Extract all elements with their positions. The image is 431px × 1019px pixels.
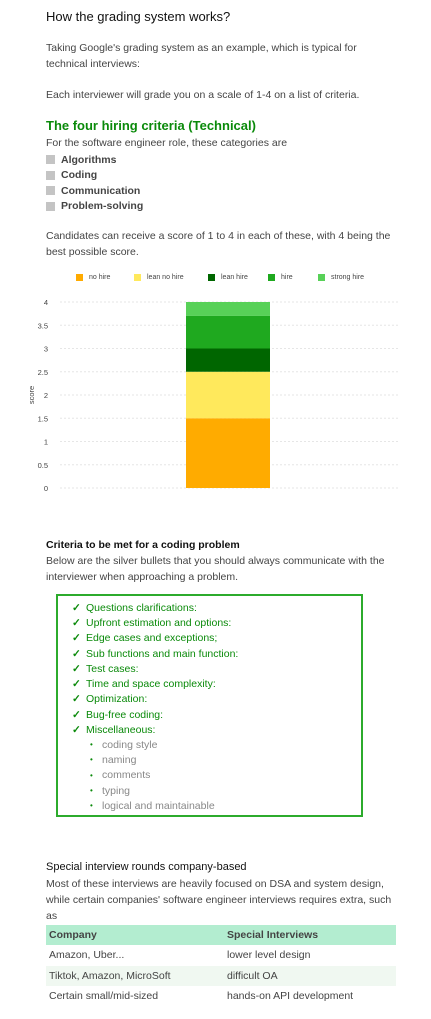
square-bullet-icon: [46, 171, 55, 180]
table-header-row: [46, 925, 396, 945]
checkmark-icon: ✓: [72, 601, 81, 614]
y-axis-label: score: [27, 385, 36, 405]
bullet-dot-icon: •: [90, 801, 93, 811]
misc-item-label: comments: [102, 769, 151, 782]
legend-swatch: [318, 274, 325, 281]
misc-item-label: logical and maintainable: [102, 799, 215, 812]
y-tick-label: 3.5: [37, 321, 48, 331]
criteria-check-item: [72, 646, 238, 661]
checkmark-icon: ✓: [72, 632, 81, 645]
legend-item: strong hire: [318, 274, 364, 281]
criteria-check-label: Upfront estimation and options:: [86, 616, 232, 629]
legend-swatch: [134, 274, 141, 281]
criteria-check-label: Time and space complexity:: [86, 678, 216, 691]
coding-title: Criteria to be met for a coding problem: [46, 539, 240, 551]
table-cell: lower level design: [227, 949, 311, 962]
legend-item: no hire: [76, 274, 134, 281]
y-tick-label: 2: [43, 391, 48, 400]
criteria-check-label: Sub functions and main function:: [86, 647, 239, 660]
coding-criteria-list: [72, 600, 238, 738]
square-bullet-icon: [46, 202, 55, 211]
criteria-check-label: Test cases:: [86, 662, 139, 675]
criteria-item: Algorithms: [46, 152, 143, 168]
checkmark-icon: ✓: [72, 647, 81, 660]
criteria-check-item: [72, 692, 238, 707]
y-tick-label: 2.5: [37, 367, 48, 377]
legend-item: lean no hire: [134, 274, 208, 281]
chart-legend: [76, 274, 364, 281]
misc-item: [90, 783, 215, 798]
special-title: Special interview rounds company-based: [46, 861, 247, 873]
square-bullet-icon: [46, 186, 55, 195]
bullet-dot-icon: •: [90, 740, 93, 750]
checkmark-icon: ✓: [72, 678, 81, 691]
score-chart: [0, 292, 431, 502]
criteria-check-item: [72, 661, 238, 676]
table-cell: Tiktok, Amazon, MicroSoft: [46, 966, 224, 987]
bullet-dot-icon: •: [90, 770, 93, 780]
table-cell: difficult OA: [224, 966, 396, 987]
checkmark-icon: ✓: [72, 708, 81, 721]
misc-item-label: typing: [102, 784, 131, 797]
legend-item: lean hire: [208, 274, 268, 281]
table-row: [46, 945, 396, 966]
intro-paragraph: Taking Google's grading system as an example, which is typical for technical interviews:: [46, 42, 357, 70]
square-bullet-icon: [46, 155, 55, 164]
criteria-check-item: [72, 600, 238, 615]
criteria-check-label: Optimization:: [86, 693, 148, 706]
table-cell: Certain small/mid-sized: [49, 990, 159, 1003]
criteria-item: Coding: [46, 168, 143, 184]
bar-segment: [186, 349, 270, 372]
y-tick-label: 3: [43, 344, 48, 354]
criteria-check-label: Questions clarifications:: [86, 601, 197, 614]
y-tick-label: 0.5: [37, 460, 48, 470]
misc-item-label: coding style: [102, 738, 158, 751]
special-table: [46, 925, 396, 1007]
misc-item: [90, 798, 215, 813]
checkmark-icon: ✓: [72, 693, 81, 706]
score-paragraph: Candidates can receive a score of 1 to 4 in each of these, with 4 being the best possible score.: [46, 230, 391, 258]
criteria-check-item: [72, 722, 238, 737]
criteria-check-item: [72, 707, 238, 722]
criteria-check-label: Bug-free coding:: [86, 708, 164, 721]
criteria-check-item: [72, 615, 238, 630]
column-header-company: Company: [46, 925, 224, 945]
page-heading: How the grading system works?: [46, 9, 231, 24]
checkmark-icon: ✓: [72, 662, 81, 675]
scale-paragraph: Each interviewer will grade you on a scale of 1-4 on a list of criteria.: [46, 89, 360, 101]
criteria-list: [46, 152, 143, 214]
y-tick-label: 4: [43, 298, 48, 307]
criteria-item: Problem-solving: [46, 199, 143, 215]
criteria-check-label: Miscellaneous:: [86, 724, 156, 737]
checkmark-icon: ✓: [72, 724, 81, 737]
special-lead: Most of these interviews are heavily focused on DSA and system design, while certain companies' software engineer interviews requires extra, such as: [46, 878, 392, 922]
legend-swatch: [208, 274, 215, 281]
bullet-dot-icon: •: [90, 755, 93, 765]
criteria-lead: For the software engineer role, these categories are: [46, 137, 288, 149]
table-cell: Amazon, Uber...: [49, 949, 125, 962]
bar-segment: [186, 302, 270, 316]
legend-swatch: [76, 274, 83, 281]
misc-sublist: [90, 737, 215, 813]
criteria-item: Communication: [46, 183, 143, 199]
legend-item: hire: [268, 274, 318, 281]
table-row: [46, 986, 396, 1007]
misc-item: [90, 752, 215, 767]
y-tick-label: 1: [43, 437, 48, 447]
criteria-title: The four hiring criteria (Technical): [46, 118, 256, 133]
misc-item: [90, 737, 215, 752]
checkmark-icon: ✓: [72, 616, 81, 629]
criteria-check-item: [72, 676, 238, 691]
table-cell: hands-on API development: [227, 990, 354, 1003]
y-tick-label: 1.5: [37, 414, 48, 424]
bullet-dot-icon: •: [90, 786, 93, 796]
misc-item: [90, 768, 215, 783]
criteria-check-label: Edge cases and exceptions;: [86, 632, 218, 645]
column-header-special: Special Interviews: [224, 925, 396, 945]
bar-segment: [186, 316, 270, 349]
table-row: [46, 966, 396, 987]
coding-lead: Below are the silver bullets that you should always communicate with the interviewer when approaching a problem.: [46, 555, 385, 583]
y-tick-label: 0: [43, 484, 48, 493]
bar-segment: [186, 418, 270, 488]
legend-swatch: [268, 274, 275, 281]
misc-item-label: naming: [102, 753, 137, 766]
criteria-check-item: [72, 631, 238, 646]
bar-segment: [186, 372, 270, 419]
